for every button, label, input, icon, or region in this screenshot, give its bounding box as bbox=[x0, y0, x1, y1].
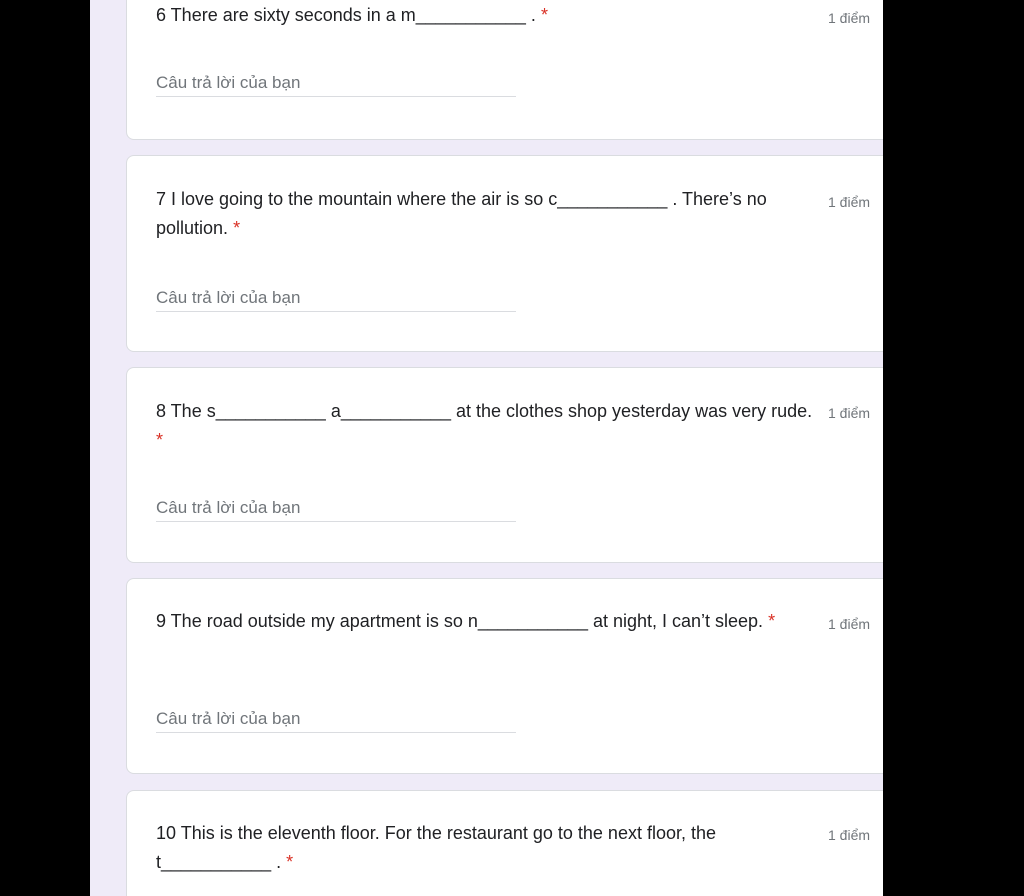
points-label: 1 điểm bbox=[828, 616, 871, 632]
required-asterisk: * bbox=[768, 611, 776, 631]
points-label: 1 điểm bbox=[828, 10, 871, 26]
required-asterisk: * bbox=[286, 852, 294, 872]
required-asterisk: * bbox=[233, 218, 241, 238]
question-card-7 bbox=[126, 155, 883, 352]
question-text: 7 I love going to the mountain where the air is so c___________ . There’s no pollution. bbox=[156, 189, 767, 238]
form-background bbox=[90, 0, 883, 896]
required-asterisk: * bbox=[540, 5, 548, 25]
question-title bbox=[156, 607, 816, 636]
answer-input[interactable] bbox=[156, 495, 516, 522]
answer-input[interactable] bbox=[156, 70, 516, 97]
question-card-8 bbox=[126, 367, 883, 563]
question-card-6 bbox=[126, 0, 883, 140]
answer-input[interactable] bbox=[156, 706, 516, 733]
question-card-9 bbox=[126, 578, 883, 774]
required-asterisk: * bbox=[156, 430, 164, 450]
question-text: 9 The road outside my apartment is so n___________ at night, I can’t sleep. bbox=[156, 611, 764, 631]
points-label: 1 điểm bbox=[828, 827, 871, 843]
answer-input[interactable] bbox=[156, 285, 516, 312]
question-card-10 bbox=[126, 790, 883, 896]
points-label: 1 điểm bbox=[828, 405, 871, 421]
question-text: 8 The s___________ a___________ at the clothes shop yesterday was very rude. bbox=[156, 401, 813, 421]
points-label: 1 điểm bbox=[828, 194, 871, 210]
question-title bbox=[156, 1, 816, 30]
question-text: 6 There are sixty seconds in a m___________ . bbox=[156, 5, 536, 25]
question-title bbox=[156, 397, 816, 455]
question-title bbox=[156, 185, 816, 243]
question-text: 10 This is the eleventh floor. For the restaurant go to the next floor, the t___________ . bbox=[156, 823, 717, 872]
question-title bbox=[156, 819, 816, 877]
